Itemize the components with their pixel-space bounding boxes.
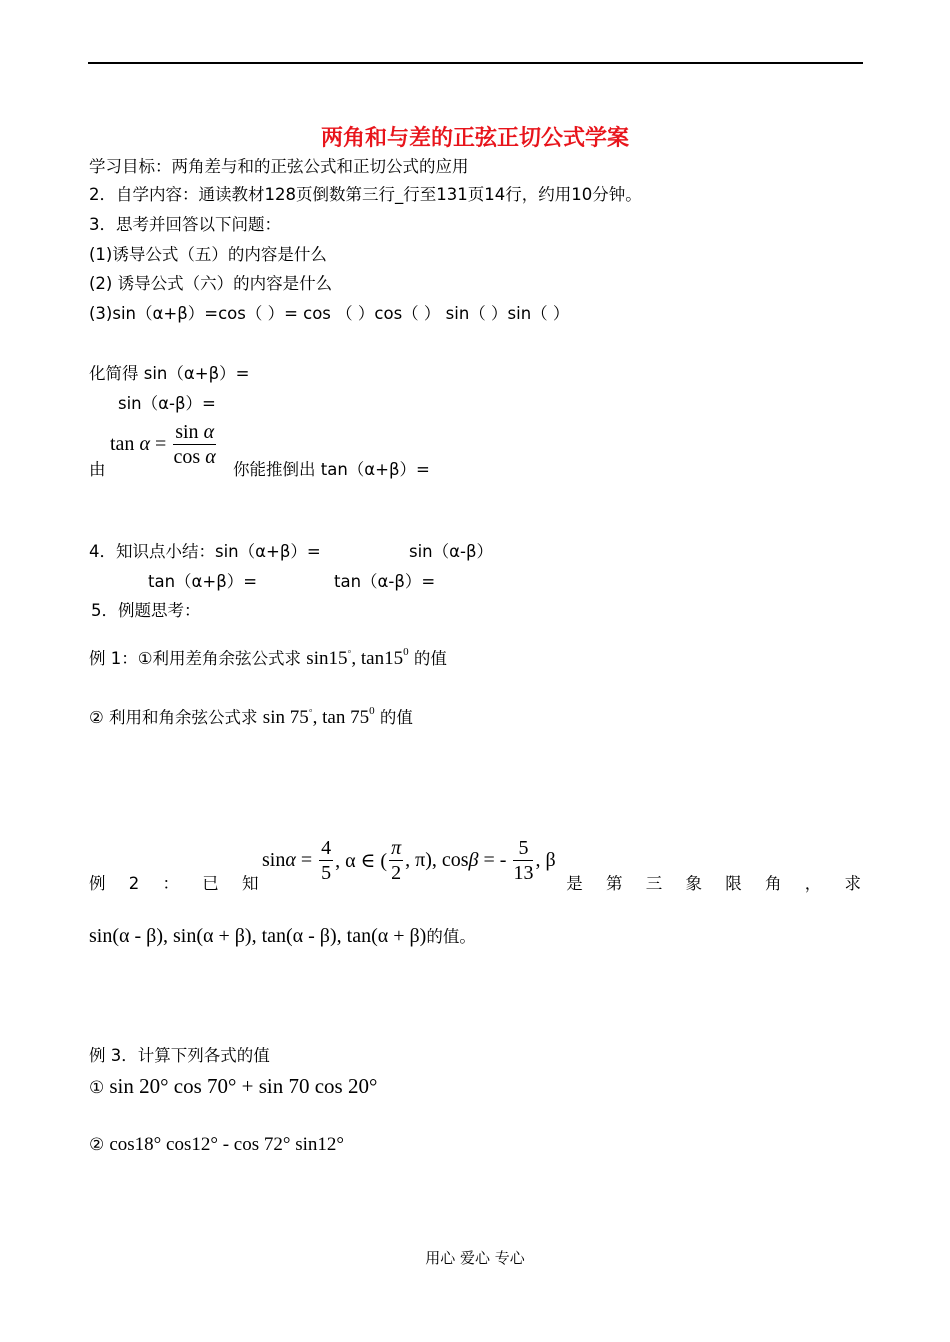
examples-heading: 5．例题思考： xyxy=(91,601,201,620)
example-2-target: sin(α - β), sin(α + β), tan(α - β), tan(α + β)的值。 xyxy=(89,925,476,947)
sin-over-cos-fraction: $\frac{\text{sin α}}{\text{cos α}}$ xyxy=(173,421,216,468)
example-2-given: sinα = $\frac{4}{5}$ , α ∈ ( $\frac{\pi}{2}$ , π), cosβ = - $\frac{5}{13}$ , β xyxy=(262,837,556,884)
example-1b-expr: sin 75◦, $\tan 75^0$ xyxy=(262,705,375,728)
summary-tan-plus: tan（α+β）= xyxy=(148,572,258,591)
example-1a-expr: sin15◦, $\tan 15^0$ xyxy=(306,646,409,669)
page-title: 两角和与差的正弦正切公式学案 xyxy=(320,126,629,151)
simplify-line: 化简得 sin（α+β）= xyxy=(89,364,250,383)
think-heading: 3．思考并回答以下问题： xyxy=(89,215,281,234)
sin-minus-line: sin（α-β）= xyxy=(118,394,216,413)
summary-sin-plus: 4．知识点小结：sin（α+β）= xyxy=(89,542,321,561)
you-label: 由 xyxy=(89,460,106,479)
tan-formula xyxy=(110,420,218,469)
example-3-heading: 例 3．计算下列各式的值 xyxy=(89,1046,270,1065)
question-2: (2) 诱导公式（六）的内容是什么 xyxy=(89,274,333,293)
example-3-item-1: ① sin 20° cos 70° + sin 70 cos 20° xyxy=(89,1074,378,1098)
self-study: 2．自学内容：通读教材128页倒数第三行_行至131页14行，约用10分钟。 xyxy=(89,185,642,204)
example-3-item-2: ② cos18° cos12° - cos 72° sin12° xyxy=(89,1134,344,1155)
page-footer: 用心 爱心 专心 xyxy=(425,1249,525,1267)
summary-tan-minus: tan（α-β）= xyxy=(334,572,436,591)
header-rule xyxy=(88,62,863,64)
derive-tan: 你能推倒出 tan（α+β）= xyxy=(233,460,430,479)
example-1a: 例 1：①利用差角余弦公式求 sin15◦, $\tan 15^0$ 的值 xyxy=(89,646,447,669)
tan-lhs: tan α = xyxy=(110,433,167,455)
learning-goal: 学习目标：两角差与和的正弦公式和正切公式的应用 xyxy=(89,157,469,176)
example-1b: ② 利用和角余弦公式求 sin 75◦, $\tan 75^0$ 的值 xyxy=(89,705,413,728)
summary-sin-minus: sin（α-β） xyxy=(409,542,493,561)
question-3: (3)sin（α+β）=cos（ ）= cos （ ）cos（ ） sin（ ）sin（ ） xyxy=(89,304,570,323)
question-1: (1)诱导公式（五）的内容是什么 xyxy=(89,245,327,264)
example-2-line: 例 2 ： 已 知 是 第 三 象 限 角 ， 求 xyxy=(89,874,863,893)
